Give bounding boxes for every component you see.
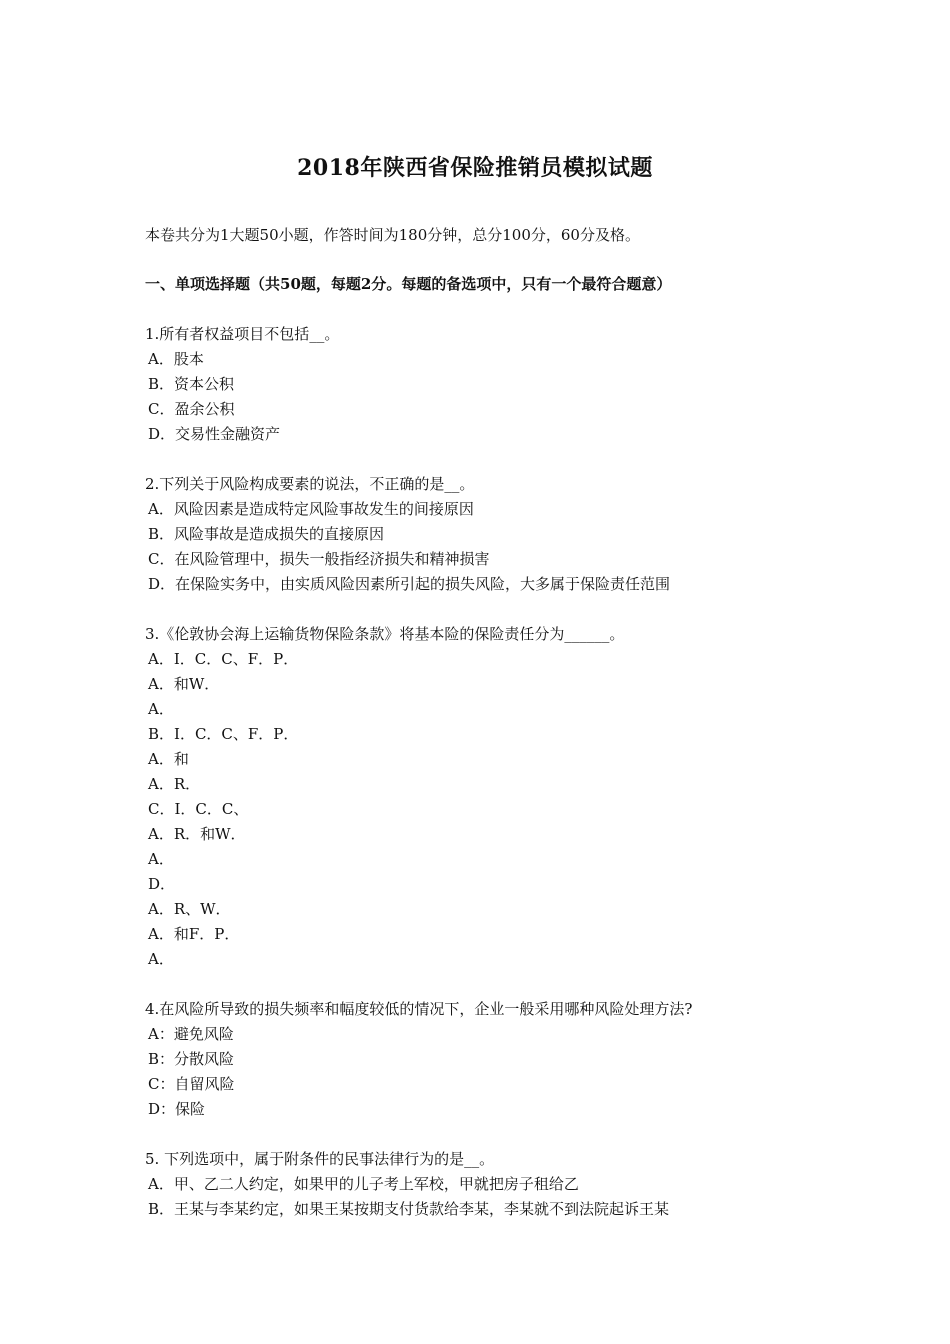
answer-option: B．I．C．C、F．P． [148, 725, 299, 743]
answer-option: C．盈余公积 [148, 400, 235, 418]
question-stem: 4.在风险所导致的损失频率和幅度较低的情况下，企业一般采用哪种风险处理方法? [145, 1000, 693, 1018]
question-stem: 3.《伦敦协会海上运输货物保险条款》将基本险的保险责任分为______。 [145, 625, 625, 643]
document-title: 2018年陕西省保险推销员模拟试题 [297, 155, 653, 181]
answer-option: A． [148, 950, 174, 968]
section-heading: 一、单项选择题（共50题，每题2分。每题的备选项中，只有一个最符合题意） [145, 275, 672, 293]
answer-option: A．和W． [148, 675, 220, 693]
answer-option: A．和F．P． [148, 925, 240, 943]
answer-option: A．甲、乙二人约定，如果甲的儿子考上军校，甲就把房子租给乙 [148, 1175, 579, 1193]
answer-option: A．R． [148, 775, 201, 793]
answer-option: D． [148, 875, 176, 893]
exam-intro: 本卷共分为1大题50小题，作答时间为180分钟，总分100分，60分及格。 [145, 226, 640, 244]
answer-option: C．I．C．C、 [148, 800, 249, 818]
question-list [145, 322, 825, 1247]
answer-option: B：分散风险 [148, 1050, 235, 1068]
answer-option: A．和 [148, 750, 189, 768]
question-block [145, 622, 825, 972]
answer-option: D．交易性金融资产 [148, 425, 281, 443]
answer-option: A．I．C．C、F．P． [148, 650, 299, 668]
answer-option: C：自留风险 [148, 1075, 235, 1093]
question-stem: 5. 下列选项中，属于附条件的民事法律行为的是__。 [145, 1150, 495, 1168]
answer-option: A．R．和W． [148, 825, 246, 843]
question-block [145, 322, 825, 447]
answer-option: D．在保险实务中，由实质风险因素所引起的损失风险，大多属于保险责任范围 [148, 575, 671, 593]
question-block [145, 472, 825, 597]
question-stem: 1.所有者权益项目不包括__。 [145, 325, 340, 343]
answer-option: A． [148, 850, 174, 868]
answer-option: A． [148, 700, 174, 718]
answer-option: A．风险因素是造成特定风险事故发生的间接原因 [148, 500, 474, 518]
answer-option: B．风险事故是造成损失的直接原因 [148, 525, 385, 543]
answer-option: A．股本 [148, 350, 204, 368]
answer-option: A．R、W． [148, 900, 231, 918]
answer-option: B．王某与李某约定，如果王某按期支付货款给李某，李某就不到法院起诉王某 [148, 1200, 670, 1218]
answer-option: D：保险 [148, 1100, 206, 1118]
question-block [145, 997, 825, 1122]
answer-option: B．资本公积 [148, 375, 235, 393]
question-block [145, 1147, 825, 1222]
question-stem: 2.下列关于风险构成要素的说法，不正确的是__。 [145, 475, 475, 493]
answer-option: A：避免风险 [148, 1025, 234, 1043]
answer-option: C．在风险管理中，损失一般指经济损失和精神损害 [148, 550, 490, 568]
